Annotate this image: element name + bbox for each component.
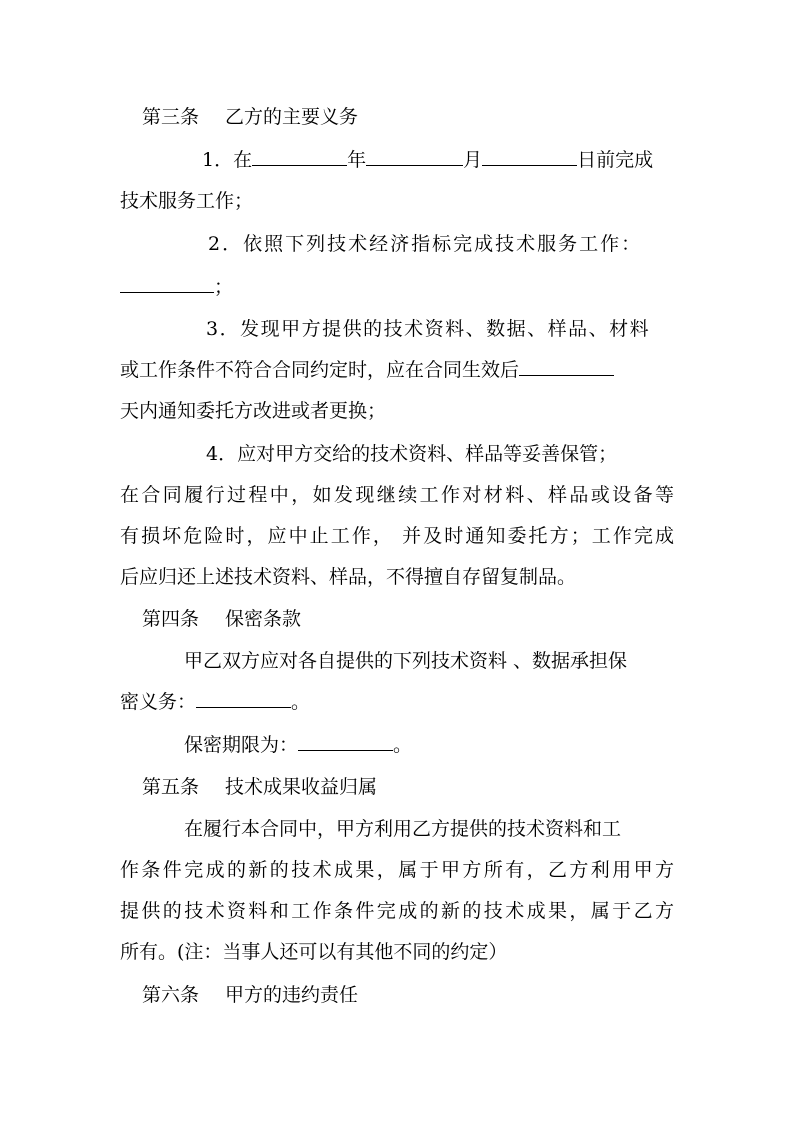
item-1-continuation: 技术服务工作；	[120, 190, 254, 212]
article-5-title: 技术成果收益归属	[225, 776, 378, 798]
item-3-text-2: 或工作条件不符合合同约定时，应在合同生效后	[120, 359, 520, 381]
item-4-text-4: 后应归还上述技术资料、样品，不得擅自存留复制品。	[120, 566, 577, 588]
article-3-item-2-line-2	[120, 274, 233, 300]
item-4-text-2: 在合同履行过程中，如发现继续工作对材料、样品或设备等	[120, 484, 674, 506]
article-4-para-2	[184, 732, 412, 758]
item-1-day-text: 日前完成	[577, 149, 654, 171]
month-blank	[366, 147, 463, 166]
ip-text-4: 所有。(注：当事人还可以有其他不同的约定）	[120, 941, 508, 963]
article-3-item-4-line-2	[120, 482, 674, 508]
article-4-para-1-line-2	[120, 689, 310, 715]
article-6-title: 甲方的违约责任	[225, 984, 359, 1006]
article-5-heading	[142, 774, 377, 800]
year-label: 年	[347, 149, 367, 171]
article-4-heading	[142, 606, 301, 632]
article-5-line-3	[120, 898, 674, 924]
confidential-text-1: 甲乙双方应对各自提供的下列技术资料 、数据承担保	[184, 650, 628, 672]
article-3-item-2-line-1	[208, 231, 642, 257]
day-blank	[482, 147, 577, 166]
article-3-item-4-line-4	[120, 564, 576, 590]
confidential-period-end: 。	[393, 734, 413, 756]
article-3-item-4-line-1	[206, 441, 617, 467]
article-4-title: 保密条款	[225, 608, 302, 630]
item-4-text-1: 4．应对甲方交给的技术资料、样品等妥善保管；	[206, 443, 618, 465]
article-5-number: 第五条	[142, 776, 200, 798]
article-6-number: 第六条	[142, 984, 200, 1006]
item-2-text: 2．依照下列技术经济指标完成技术服务工作：	[208, 233, 643, 255]
article-3-item-1-line-1	[202, 147, 653, 173]
year-blank	[252, 147, 347, 166]
indicators-blank	[120, 274, 214, 293]
article-4-number: 第四条	[142, 608, 200, 630]
item-1-prefix: 1．在	[202, 149, 253, 171]
confidential-items-blank	[196, 689, 291, 708]
item-3-text-1: 3．发现甲方提供的技术资料、数据、样品、材料	[206, 318, 651, 340]
article-3-item-3-line-1	[206, 316, 650, 342]
article-3-item-3-line-3	[120, 398, 386, 424]
month-label: 月	[463, 149, 483, 171]
article-5-line-2	[120, 857, 674, 883]
ip-text-1: 在履行本合同中，甲方利用乙方提供的技术资料和工	[184, 818, 622, 840]
confidential-text-2: 密义务：	[120, 691, 197, 713]
ip-text-3: 提供的技术资料和工作条件完成的新的技术成果，属于乙方	[120, 900, 674, 922]
article-6-heading	[142, 982, 358, 1008]
item-4-text-3: 有损坏危险时，应中止工作， 并及时通知委托方；工作完成	[120, 525, 674, 547]
article-3-item-4-line-3	[120, 523, 674, 549]
confidential-end-mark: 。	[291, 691, 311, 713]
item-3-text-3: 天内通知委托方改进或者更换；	[120, 400, 387, 422]
confidential-period-label: 保密期限为：	[184, 734, 299, 756]
item-2-tail: ；	[214, 276, 234, 298]
article-5-line-1	[184, 816, 621, 842]
days-blank	[519, 357, 614, 376]
article-5-line-4	[120, 939, 507, 965]
article-3-item-3-line-2	[120, 357, 614, 383]
confidential-period-blank	[298, 732, 393, 751]
article-3-item-1-line-2	[120, 188, 253, 214]
article-4-para-1-line-1	[184, 648, 627, 674]
article-3-number: 第三条	[142, 106, 200, 128]
article-3-title: 乙方的主要义务	[225, 106, 359, 128]
ip-text-2: 作条件完成的新的技术成果，属于甲方所有，乙方利用甲方	[120, 859, 674, 881]
article-3-heading	[142, 104, 358, 130]
